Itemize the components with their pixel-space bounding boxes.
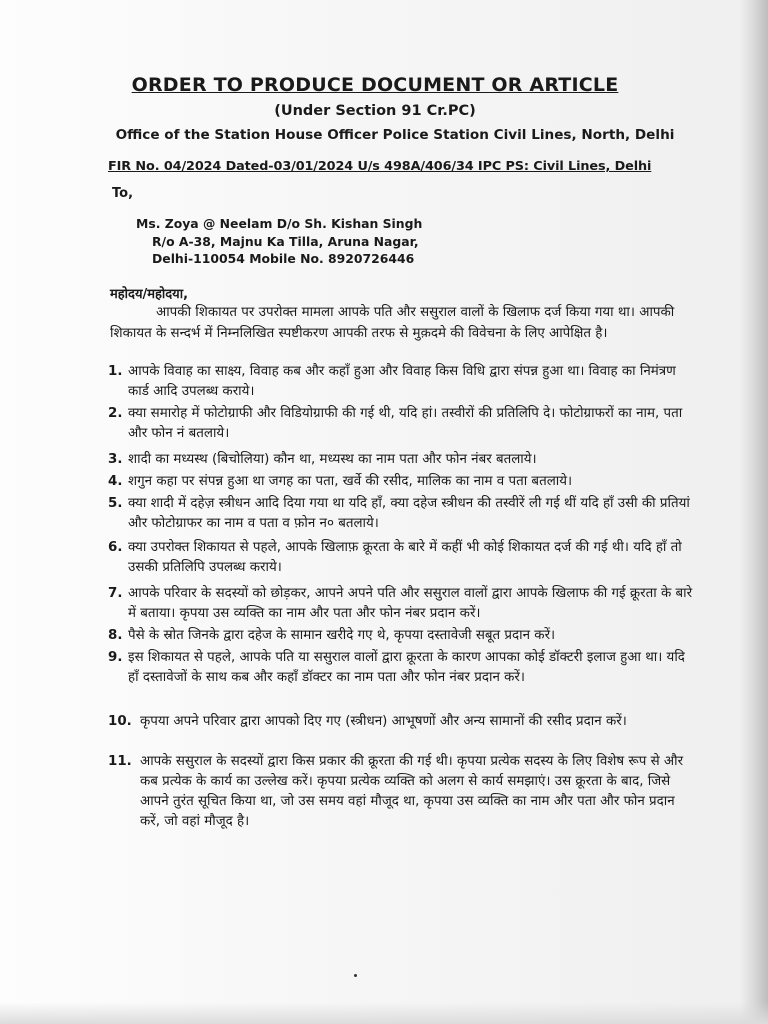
document-title: ORDER TO PRODUCE DOCUMENT OR ARTICLE [131, 74, 619, 96]
list-item [108, 584, 698, 624]
list-item [108, 472, 698, 492]
item-number: 8. [108, 628, 123, 643]
page-bottom-shadow [0, 1002, 768, 1024]
addressee-city-mobile: Delhi-110054 Mobile No. 8920726446 [152, 251, 415, 266]
item-number: 3. [108, 452, 123, 467]
list-item [108, 404, 698, 444]
page-edge-shadow [740, 0, 768, 1024]
list-item [108, 626, 698, 646]
list-item [108, 712, 698, 732]
item-number: 10. [108, 714, 132, 729]
item-text: क्या शादी में दहेज़ स्त्रीधन आदि दिया गया था यदि हाँ, क्या दहेज स्त्रीधन की तस्वीरें ली गई थीं यदि हाँ उसी की प्रतियां और फोटोग्राफर का नाम व पता व फ़ोन न० बतलाये। [128, 496, 690, 531]
item-text: क्या समारोह में फोटोग्राफी और विडियोग्राफी की गई थी, यदि हां। तस्वीरों की प्रतिलिपि दे। फोटोग्राफरों का नाम, पता और फोन नं बतलाये। [128, 406, 683, 441]
item-text: आपके ससुराल के सदस्यों द्वारा किस प्रकार की क्रूरता की गई थी। कृपया प्रत्येक सदस्य के लिए विशेष रूप से और कब प्रत्येक के कार्य का उल्लेख करें। कृपया प्रत्येक व्यक्ति को अलग से कार्य समझाएं। उस क्रूरता के बाद, जिसे आपने तुरंत सूचित किया था, जो उस समय वहां मौजूद था, कृपया उस व्यक्ति का नाम और पता और फोन प्रदान करें, जो वहां मौजूद है। [140, 754, 684, 829]
addressee-address-line: R/o A-38, Majnu Ka Tilla, Aruna Nagar, [152, 234, 419, 249]
item-text: क्या उपरोक्त शिकायत से पहले, आपके खिलाफ़ क्रूरता के बारे में कहीं भी कोई शिकायत दर्ज की गई थी। यदि हाँ तो उसकी प्रतिलिपि उपलब्ध कराये। [128, 540, 682, 575]
list-item [108, 450, 698, 470]
item-text: इस शिकायत से पहले, आपके पति या ससुराल वालों द्वारा क्रूरता के कारण आपका कोई डॉक्टरी इलाज हुआ था। यदि हाँ दस्तावेजों के साथ कब और कहाँ डॉक्टर का नाम पता और फोन नंबर प्रदान करें। [128, 650, 685, 685]
item-number: 2. [108, 406, 123, 421]
addressee-name: Ms. Zoya @ Neelam D/o Sh. Kishan Singh [136, 216, 423, 231]
item-text: आपके परिवार के सदस्यों को छोड़कर, आपने अपने पति और ससुराल वालों द्वारा आपके खिलाफ की गई क्रूरता के बारे में बताया। कृपया उस व्यक्ति का नाम और पता और फोन नंबर प्रदान करें। [128, 586, 693, 621]
item-number: 11. [108, 754, 132, 769]
to-label: To, [112, 186, 134, 201]
item-number: 6. [108, 540, 123, 555]
item-text: शगुन कहा पर संपन्न हुआ था जगह का पता, खर्वे की रसीद, मालिक का नाम व पता बतलाये। [128, 474, 573, 489]
office-heading: Office of the Station House Officer Police Station Civil Lines, North, Delhi [115, 127, 675, 143]
list-item [108, 648, 698, 688]
item-number: 7. [108, 586, 123, 601]
intro-paragraph: आपकी शिकायत पर उपरोक्त मामला आपके पति और ससुराल वालों के खिलाफ दर्ज किया गया था। आपकी शिकायत के सन्दर्भ में निम्नलिखित स्पष्टीकरण आपकी तरफ से मुक़दमे की विवेचना के लिए आपेक्षित है। [110, 305, 675, 341]
stray-mark [354, 974, 357, 977]
item-number: 5. [108, 496, 123, 511]
item-text: शादी का मध्यस्थ (बिचोलिया) कौन था, मध्यस्थ का नाम पता और फोन नंबर बतलाये। [128, 452, 537, 467]
item-text: कृपया अपने परिवार द्वारा आपको दिए गए (स्त्रीधन) आभूषणों और अन्य सामानों की रसीद प्रदान करें। [140, 714, 627, 729]
item-number: 9. [108, 650, 123, 665]
item-number: 4. [108, 474, 123, 489]
item-text: आपके विवाह का साक्ष्य, विवाह कब और कहाँ हुआ और विवाह किस विधि द्वारा संपन्न हुआ था। विवाह का निमंत्रण कार्ड आदि उपलब्ध कराये। [128, 364, 676, 399]
salutation: महोदय/महोदया, [110, 287, 189, 302]
list-item [108, 362, 698, 402]
item-number: 1. [108, 364, 123, 379]
item-text: पैसे के स्रोत जिनके द्वारा दहेज के सामान खरीदे गए थे, कृपया दस्तावेजी सबूत प्रदान करें। [128, 628, 556, 643]
document-subtitle: (Under Section 91 Cr.PC) [274, 103, 476, 119]
list-item [108, 494, 698, 534]
list-item [108, 752, 698, 832]
fir-reference: FIR No. 04/2024 Dated-03/01/2024 U/s 498A/406/34 IPC PS: Civil Lines, Delhi [108, 159, 652, 174]
list-item [108, 538, 698, 578]
